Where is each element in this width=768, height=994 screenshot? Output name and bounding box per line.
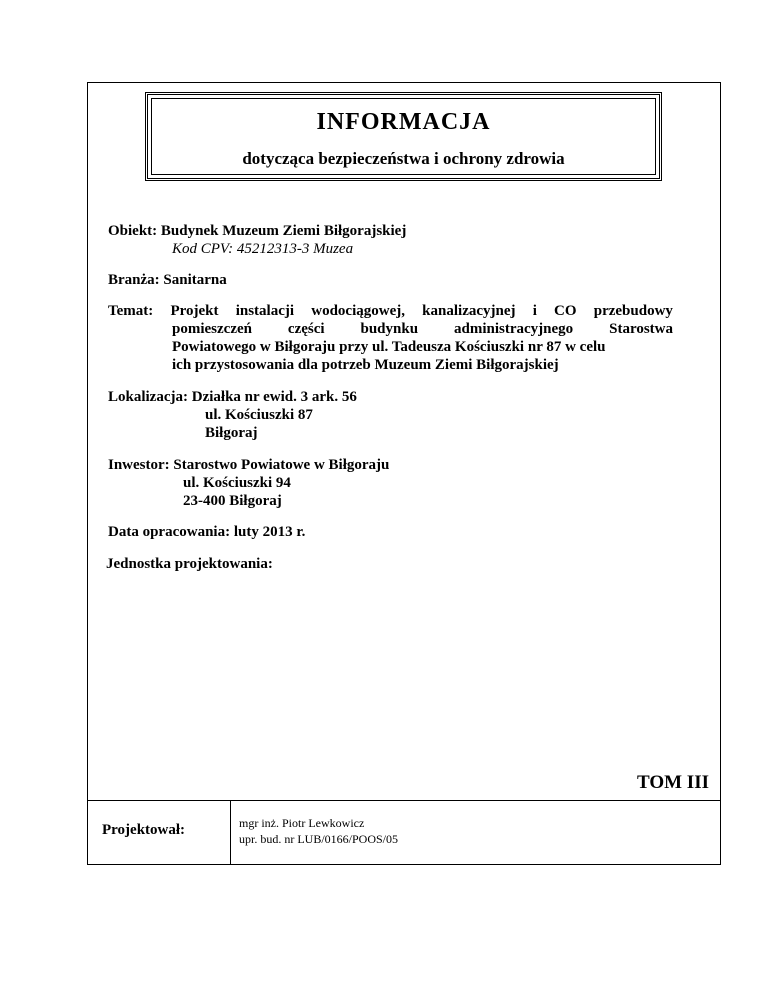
temat-word: budynku [360,321,419,337]
signature-divider [230,801,231,865]
lokalizacja-section [108,388,357,442]
temat-word: instalacji [235,303,295,319]
designer-label: Projektował: [102,822,186,838]
temat-word: administracyjnego [454,321,574,337]
document-subtitle: dotycząca bezpieczeństwa i ochrony zdrowia [242,149,565,168]
lokalizacja-city: Biłgoraj [205,425,258,441]
temat-word: przebudowy [593,303,673,319]
document-title: INFORMACJA [316,109,491,135]
data-opracowania: Data opracowania: luty 2013 r. [108,524,306,540]
temat-word: CO [554,303,577,319]
temat-word: pomieszczeń [172,321,252,337]
temat-word: wodociągowej, [311,303,405,319]
temat-word: kanalizacyjnej [422,303,516,319]
title-box [145,92,662,181]
lokalizacja-street: ul. Kościuszki 87 [205,407,313,423]
signature-row [87,800,721,865]
temat-line-4: ich przystosowania dla potrzeb Muzeum Ziemi Biłgorajskiej [172,357,559,373]
inwestor-city: 23-400 Biłgoraj [183,493,282,509]
obiekt-section [108,222,406,258]
branza-line: Branża: Sanitarna [108,272,227,288]
temat-word: części [287,321,325,337]
temat-word: Starostwa [609,321,673,337]
inwestor-section [108,456,389,510]
designer-details [239,815,398,847]
temat-word: Projekt [170,303,219,319]
inwestor-line: Inwestor: Starostwo Powiatowe w Biłgoraju [108,457,390,473]
temat-word: Temat: [108,303,154,319]
cpv-code: Kod CPV: 45212313-3 Muzea [172,241,354,257]
jednostka-projektowania: Jednostka projektowania: [106,556,273,572]
temat-line-1 [108,302,673,320]
designer-license: upr. bud. nr LUB/0166/POOS/05 [239,832,399,846]
temat-section [108,302,673,374]
volume-label: TOM III [637,772,709,793]
lokalizacja-line: Lokalizacja: Działka nr ewid. 3 ark. 56 [108,389,357,405]
inwestor-street: ul. Kościuszki 94 [183,475,291,491]
designer-name: mgr inż. Piotr Lewkowicz [239,816,365,830]
temat-word: i [532,303,537,319]
temat-line-3: Powiatowego w Biłgoraju przy ul. Tadeusza Kościuszki nr 87 w celu [172,339,606,355]
obiekt-line: Obiekt: Budynek Muzeum Ziemi Biłgorajskiej [108,223,407,239]
temat-line-2 [108,320,673,338]
